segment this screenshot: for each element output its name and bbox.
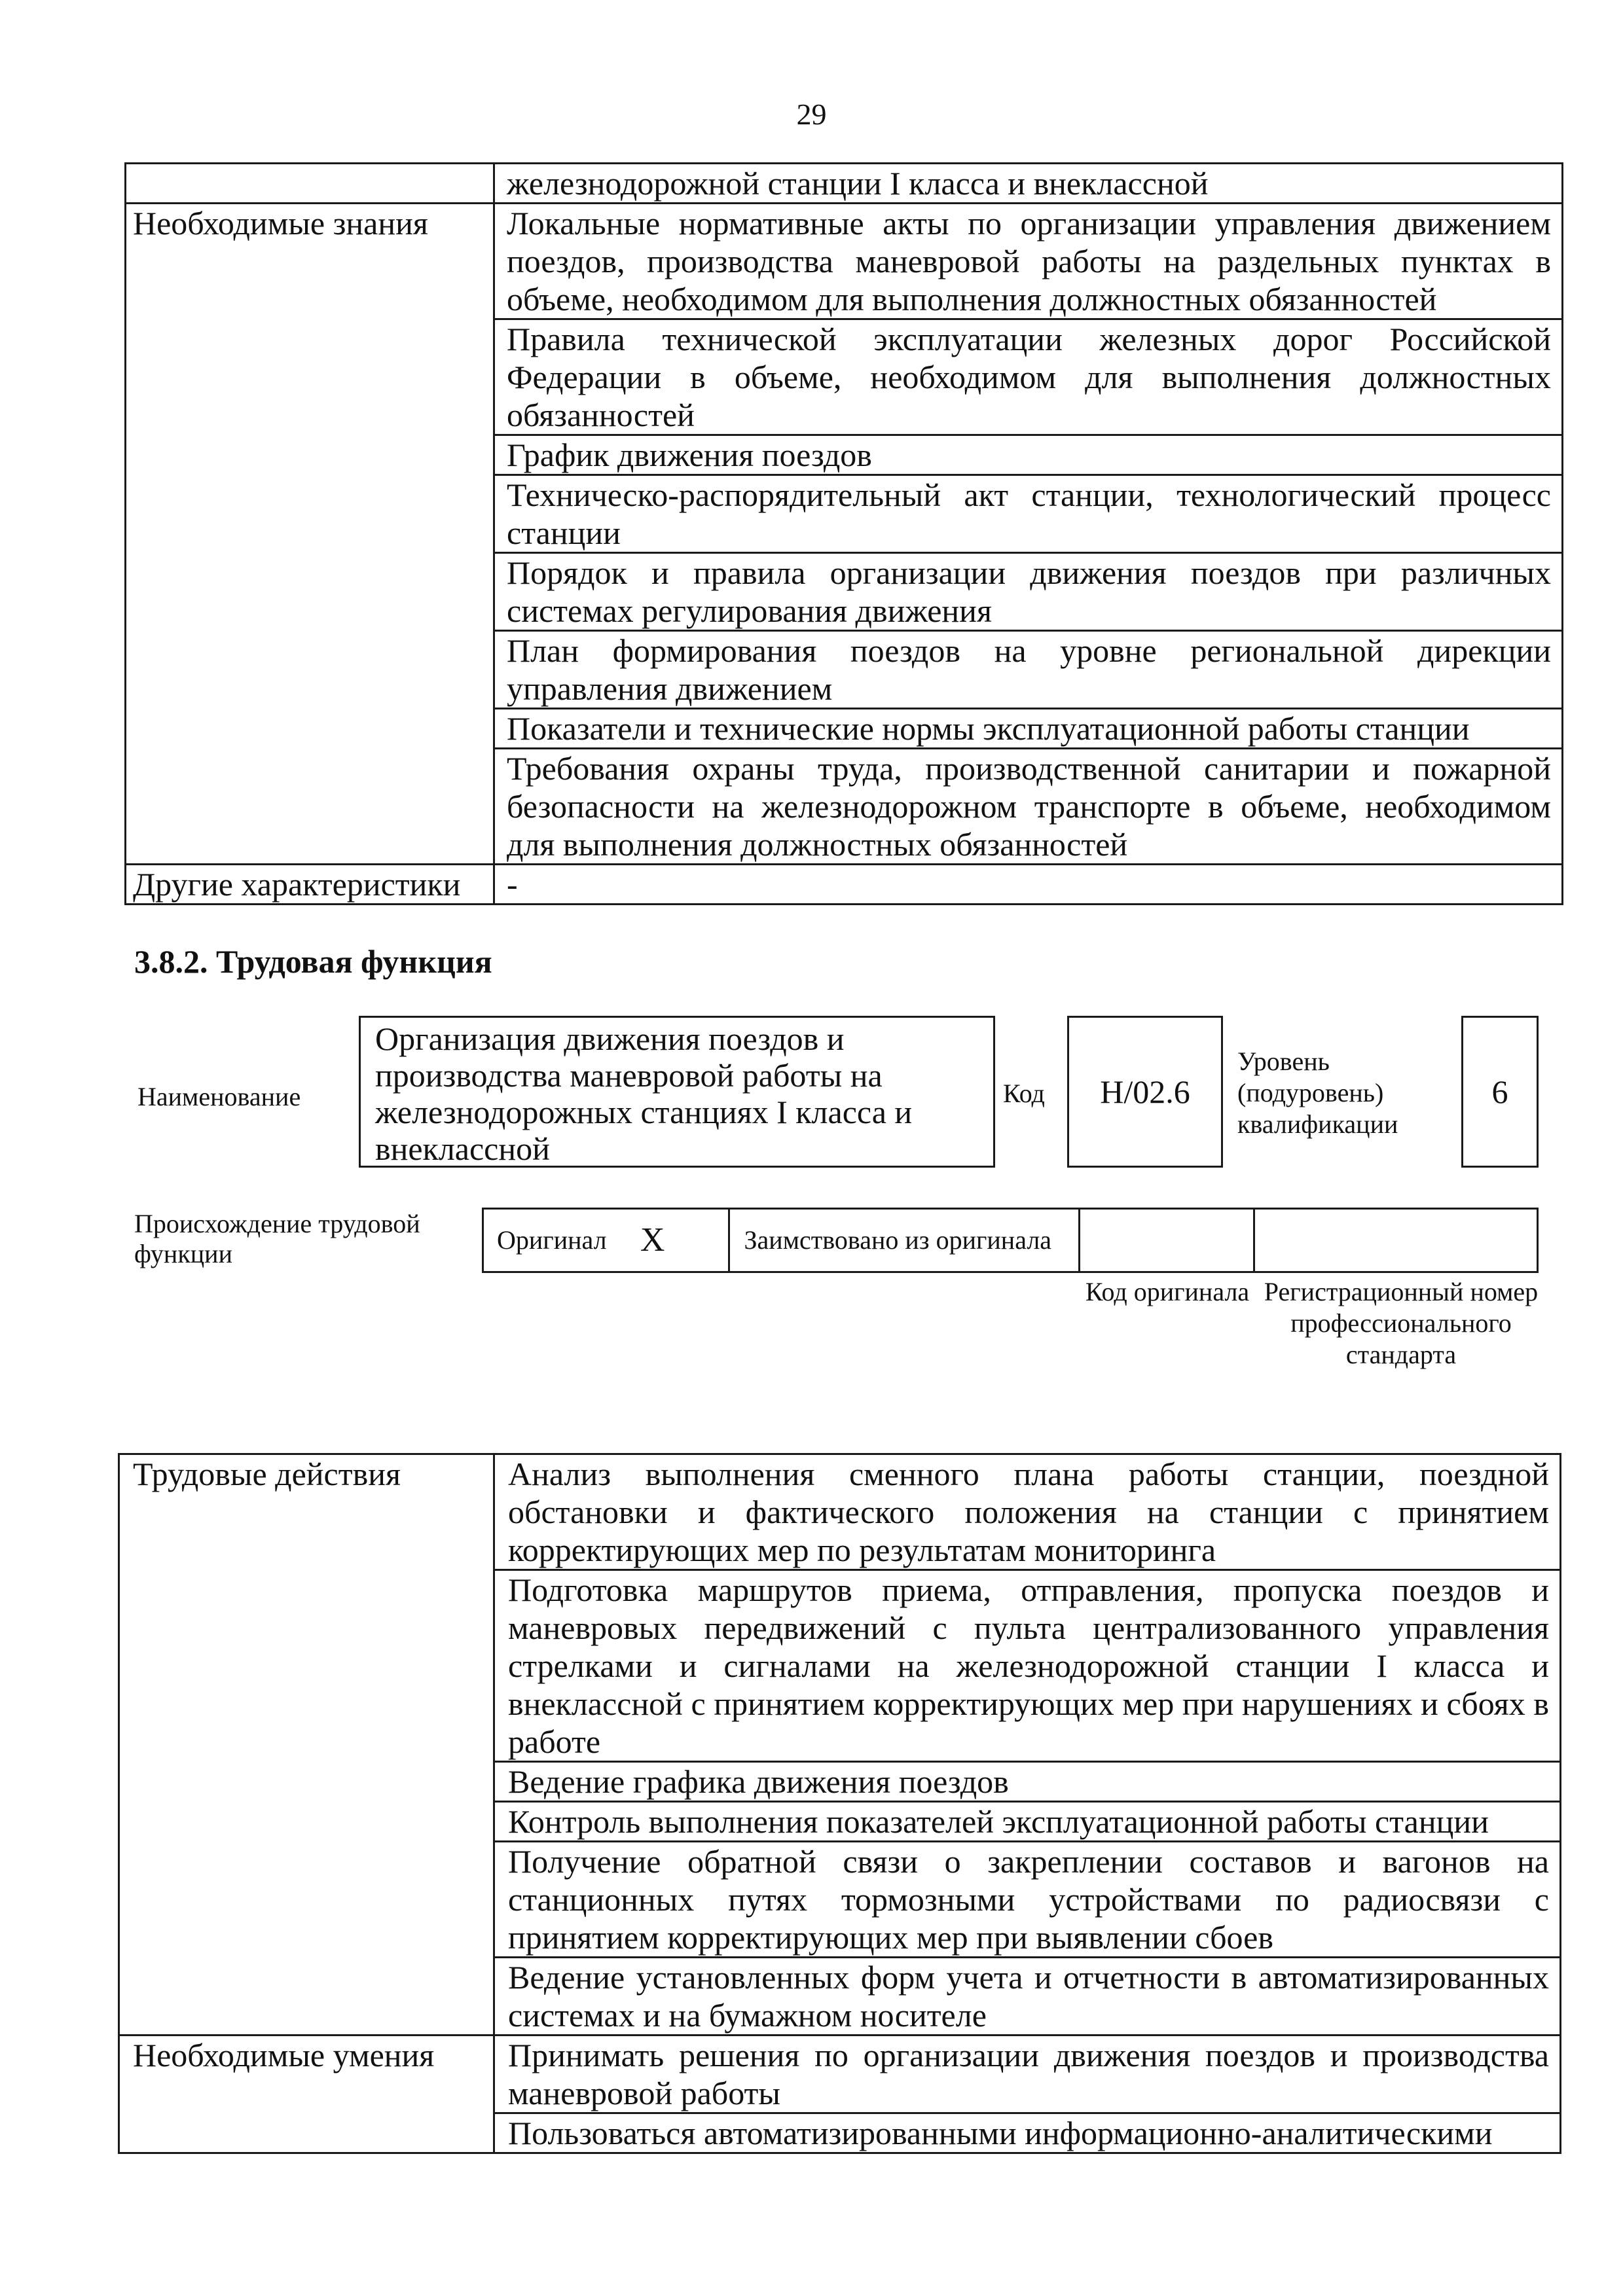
- action-item: Подготовка маршрутов приема, отправления, пропуска поездов и маневровых передвижений с пульта централизованного управления стрелками и сигналами на железнодорожной станции I класса и внеклассной с принятием корректирующих мер при нарушениях и сбоях в работе: [494, 1570, 1561, 1762]
- page-number: 29: [796, 98, 827, 131]
- skill-item: Принимать решения по организации движения поездов и производства маневровой работы: [494, 2036, 1561, 2113]
- continuation-cell: железнодорожной станции I класса и внеклассной: [494, 164, 1563, 204]
- knowledge-item: Показатели и технические нормы эксплуатационной работы станции: [494, 709, 1563, 749]
- action-item: Ведение графика движения поездов: [494, 1762, 1561, 1802]
- knowledge-item: Требования охраны труда, производственной санитарии и пожарной безопасности на железнодорожном транспорте в объеме, необходимом для выполнения должностных обязанностей: [494, 749, 1563, 865]
- section-title: 3.8.2. Трудовая функция: [134, 943, 492, 980]
- table-row: [483, 1209, 1538, 1272]
- function-name-box: Организация движения поездов и производства маневровой работы на железнодорожных станциях I класса и внеклассной: [359, 1016, 995, 1168]
- knowledge-item: График движения поездов: [494, 435, 1563, 475]
- table-row: [126, 865, 1563, 905]
- knowledge-item: Правила технической эксплуатации железных дорог Российской Федерации в объеме, необходимом для выполнения должностных обязанностей: [494, 319, 1563, 435]
- name-label: Наименование: [137, 1082, 301, 1111]
- knowledge-item: Порядок и правила организации движения поездов при различных системах регулирования движения: [494, 553, 1563, 631]
- original-code-cell: [1079, 1209, 1254, 1272]
- action-item: Ведение установленных форм учета и отчетности в автоматизированных системах и на бумажном носителе: [494, 1958, 1561, 2036]
- table-row: [119, 1454, 1561, 1570]
- empty-label-cell: [126, 164, 494, 204]
- registration-caption: Регистрационный номер профессионального стандарта: [1264, 1277, 1539, 1369]
- other-characteristics-label: Другие характеристики: [126, 865, 494, 905]
- knowledge-item: Техническо-распорядительный акт станции, технологический процесс станции: [494, 475, 1563, 553]
- action-item: Анализ выполнения сменного плана работы станции, поездной обстановки и фактического положения на станции с принятием корректирующих мер по результатам мониторинга: [494, 1454, 1561, 1570]
- original-label: Оригинал: [483, 1209, 631, 1272]
- origin-table: [482, 1208, 1539, 1273]
- table-row: [126, 204, 1563, 319]
- registration-number-cell: [1254, 1209, 1538, 1272]
- original-mark: X: [631, 1209, 729, 1272]
- other-characteristics-value: -: [494, 865, 1563, 905]
- skills-label: Необходимые умения: [119, 2036, 494, 2153]
- knowledge-label: Необходимые знания: [126, 204, 494, 865]
- function-code-box: Н/02.6: [1067, 1016, 1223, 1168]
- qualification-level-box: 6: [1461, 1016, 1539, 1168]
- action-item: Контроль выполнения показателей эксплуатационной работы станции: [494, 1802, 1561, 1842]
- code-caption: Код оригинала: [1085, 1277, 1250, 1306]
- knowledge-item: Локальные нормативные акты по организации управления движением поездов, производства маневровой работы на раздельных пунктах в объеме, необходимом для выполнения должностных обязанностей: [494, 204, 1563, 319]
- table-row: [126, 164, 1563, 204]
- action-item: Получение обратной связи о закреплении составов и вагонов на станционных путях тормозными устройствами по радиосвязи с принятием корректирующих мер при выявлении сбоев: [494, 1842, 1561, 1958]
- knowledge-table: [124, 162, 1563, 905]
- skill-item: Пользоваться автоматизированными информационно-аналитическими: [494, 2113, 1561, 2153]
- table-row: [119, 2036, 1561, 2113]
- code-label: Код: [1003, 1079, 1045, 1108]
- borrowed-label: Заимствовано из оригинала: [729, 1209, 1079, 1272]
- origin-label: Происхождение трудовой функции: [134, 1209, 420, 1268]
- actions-label: Трудовые действия: [119, 1454, 494, 2036]
- level-label: Уровень (подуровень) квалификации: [1237, 1047, 1398, 1139]
- knowledge-item: План формирования поездов на уровне региональной дирекции управления движением: [494, 631, 1563, 709]
- labor-actions-table: [118, 1453, 1561, 2154]
